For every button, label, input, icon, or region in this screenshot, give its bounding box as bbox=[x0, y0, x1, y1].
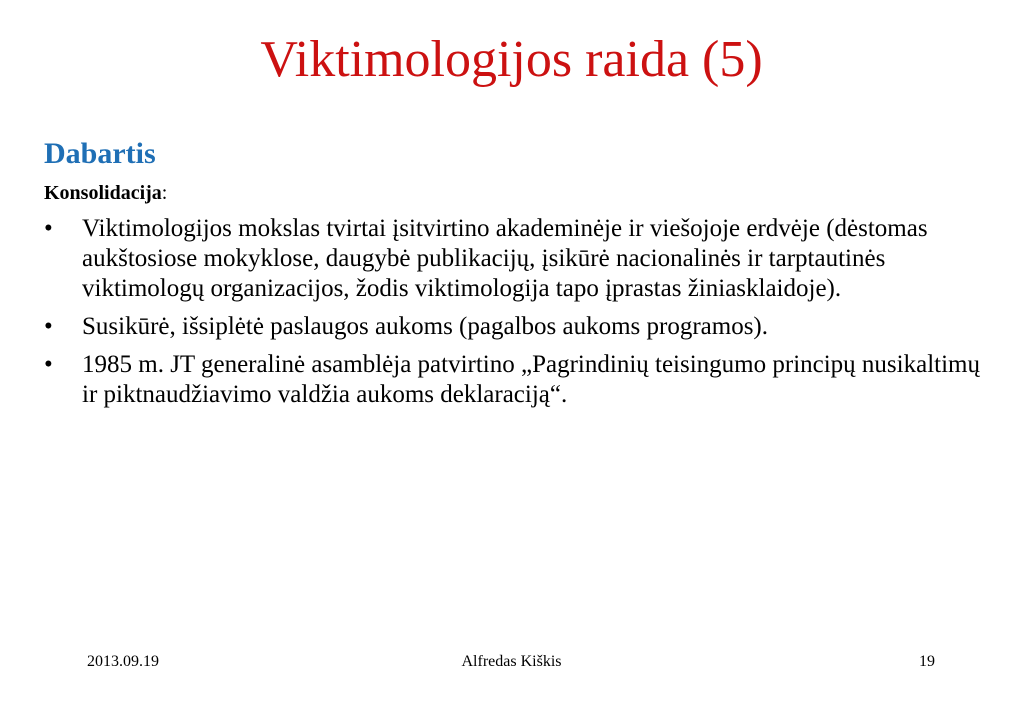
footer-date: 2013.09.19 bbox=[87, 653, 159, 670]
footer-author: Alfredas Kiškis bbox=[461, 653, 562, 670]
bullet-item bbox=[44, 214, 994, 304]
bullet-list bbox=[44, 214, 994, 410]
section-subheading bbox=[44, 180, 994, 206]
bullet-item bbox=[44, 350, 994, 410]
section-subtitle: Dabartis bbox=[44, 137, 156, 170]
bullet-text: Viktimologijos mokslas tvirtai įsitvirtino akademinėje ir viešojoje erdvėje (dėstomas aukštosiose mokyklose, daugybė publikacijų, įsikūrė nacionalinės ir tarptautinės viktimologų organizacijos, žodis viktimologija tapo įprastas žiniasklaidoje). bbox=[82, 215, 928, 302]
bullet-dot-icon: • bbox=[44, 313, 53, 340]
bullet-text: Susikūrė, išsiplėtė paslaugos aukoms (pagalbos aukoms programos). bbox=[82, 313, 769, 340]
bullet-dot-icon: • bbox=[44, 351, 53, 378]
subheading-label: Konsolidacija bbox=[44, 182, 162, 204]
bullet-dot-icon: • bbox=[44, 215, 53, 242]
slide-title: Viktimologijos raida (5) bbox=[260, 31, 763, 88]
subheading-colon: : bbox=[161, 182, 168, 204]
bullet-item bbox=[44, 312, 994, 342]
bullet-text: 1985 m. JT generalinė asamblėja patvirtino „Pagrindinių teisingumo principų nusikaltimų ir piktnaudžiavimo valdžia aukoms deklaraciją“. bbox=[82, 351, 980, 408]
footer-page-number: 19 bbox=[919, 653, 935, 670]
slide-content bbox=[44, 134, 994, 418]
